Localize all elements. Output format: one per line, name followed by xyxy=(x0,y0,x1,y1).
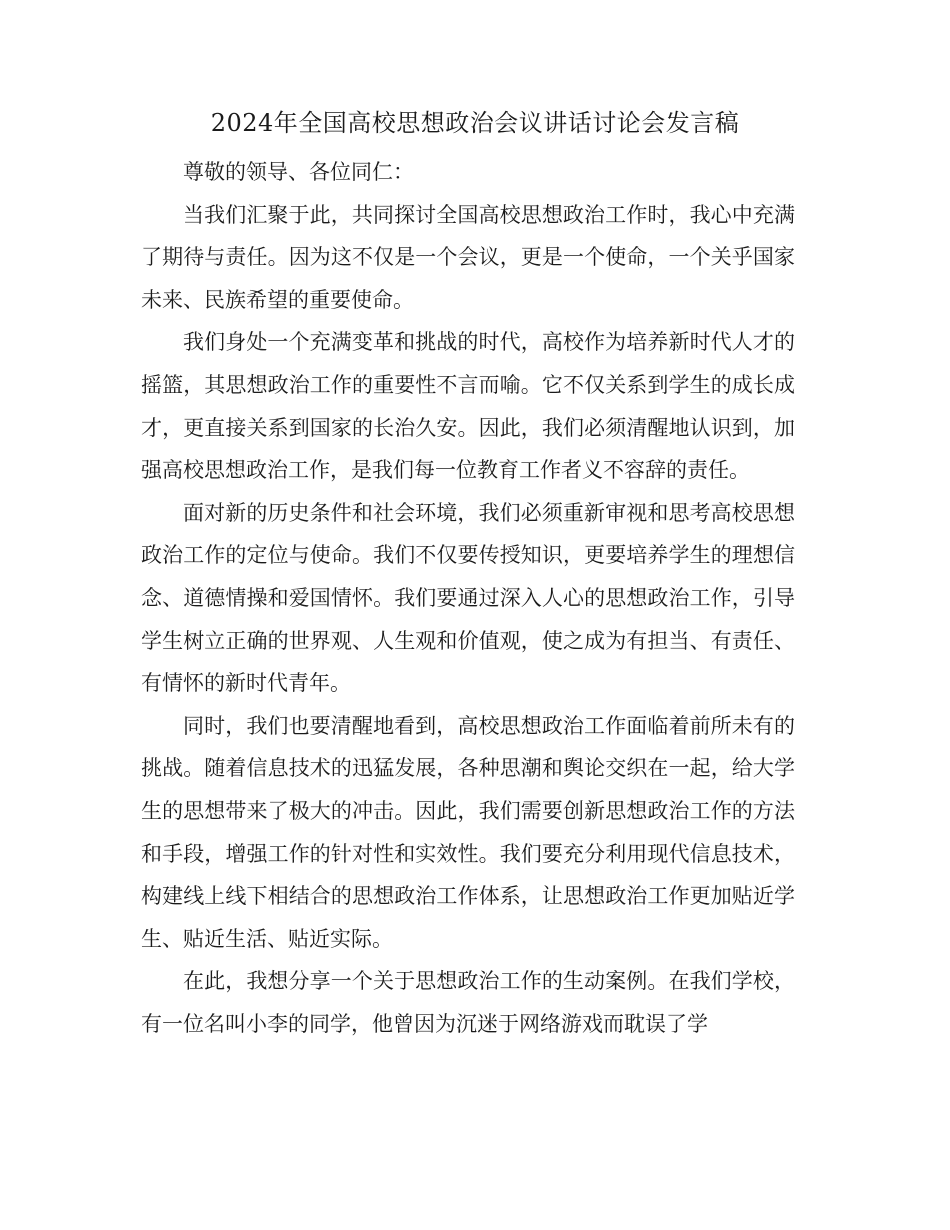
paragraph: 我们身处一个充满变革和挑战的时代，高校作为培养新时代人才的摇篮，其思想政治工作的重要性不言而喻。它不仅关系到学生的成长成才，更直接关系到国家的长治久安。因此，我们必须清醒地认识到，加强高校思想政治工作，是我们每一位教育工作者义不容辞的责任。 xyxy=(141,330,795,483)
paragraph: 在此，我想分享一个关于思想政治工作的生动案例。在我们学校，有一位名叫小李的同学，他曾因为沉迷于网络游戏而耽误了学 xyxy=(141,969,795,1036)
paragraph: 面对新的历史条件和社会环境，我们必须重新审视和思考高校思想政治工作的定位与使命。我们不仅要传授知识，更要培养学生的理想信念、道德情操和爱国情怀。我们要通过深入人心的思想政治工作，引导学生树立正确的世界观、人生观和价值观，使之成为有担当、有责任、有情怀的新时代青年。 xyxy=(141,500,795,696)
document-title: 2024年全国高校思想政治会议讲话讨论会发言稿 xyxy=(210,109,740,137)
paragraph: 当我们汇聚于此，共同探讨全国高校思想政治工作时，我心中充满了期待与责任。因为这不仅是一个会议，更是一个使命，一个关乎国家未来、民族希望的重要使命。 xyxy=(141,202,795,312)
salutation: 尊敬的领导、各位同仁： xyxy=(183,160,414,184)
paragraph: 同时，我们也要清醒地看到，高校思想政治工作面临着前所未有的挑战。随着信息技术的迅猛发展，各种思潮和舆论交织在一起，给大学生的思想带来了极大的冲击。因此，我们需要创新思想政治工作的方法和手段，增强工作的针对性和实效性。我们要充分利用现代信息技术，构建线上线下相结合的思想政治工作体系，让思想政治工作更加贴近学生、贴近生活、贴近实际。 xyxy=(141,713,795,951)
document-body xyxy=(141,151,795,1045)
